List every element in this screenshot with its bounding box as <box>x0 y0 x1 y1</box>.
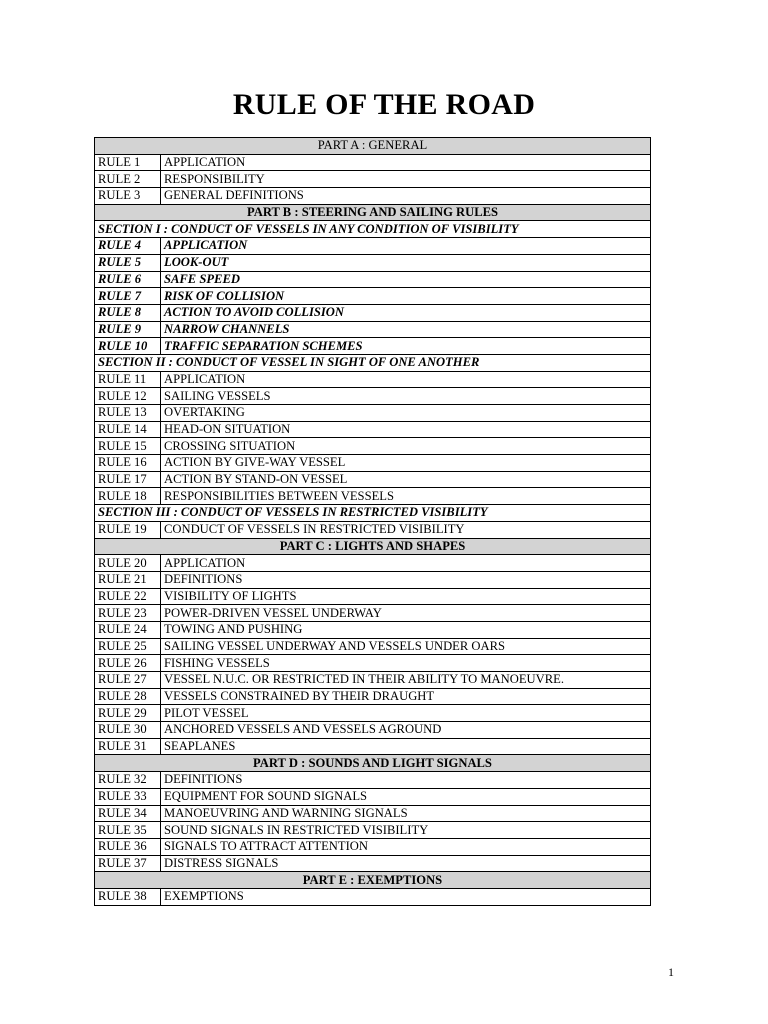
rule-number: RULE 6 <box>95 271 161 288</box>
rule-number: RULE 32 <box>95 772 161 789</box>
rule-number: RULE 4 <box>95 238 161 255</box>
rule-number: RULE 35 <box>95 822 161 839</box>
rule-row <box>95 605 651 622</box>
rule-row <box>95 521 651 538</box>
rule-row <box>95 722 651 739</box>
rule-row <box>95 438 651 455</box>
rule-row <box>95 271 651 288</box>
rule-number: RULE 37 <box>95 855 161 872</box>
rule-number: RULE 9 <box>95 321 161 338</box>
rule-number: RULE 20 <box>95 555 161 572</box>
rule-number: RULE 23 <box>95 605 161 622</box>
part-header: PART E : EXEMPTIONS <box>95 872 651 889</box>
rule-name: ACTION TO AVOID COLLISION <box>161 304 651 321</box>
rules-table-body <box>95 138 651 906</box>
rule-row <box>95 571 651 588</box>
rule-row <box>95 672 651 689</box>
rule-name: SAILING VESSEL UNDERWAY AND VESSELS UNDER OARS <box>161 638 651 655</box>
rule-number: RULE 16 <box>95 455 161 472</box>
rule-number: RULE 34 <box>95 805 161 822</box>
rule-number: RULE 22 <box>95 588 161 605</box>
section-header-row <box>95 505 651 522</box>
rule-number: RULE 12 <box>95 388 161 405</box>
rule-number: RULE 33 <box>95 788 161 805</box>
rule-row <box>95 555 651 572</box>
part-header-row <box>95 755 651 772</box>
rule-number: RULE 27 <box>95 672 161 689</box>
rule-row <box>95 171 651 188</box>
rule-number: RULE 38 <box>95 888 161 905</box>
rule-number: RULE 30 <box>95 722 161 739</box>
section-header: SECTION III : CONDUCT OF VESSELS IN RESTRICTED VISIBILITY <box>95 505 651 522</box>
rule-row <box>95 405 651 422</box>
rule-name: CROSSING SITUATION <box>161 438 651 455</box>
rule-row <box>95 888 651 905</box>
rule-row <box>95 788 651 805</box>
rule-number: RULE 11 <box>95 371 161 388</box>
part-header-row <box>95 872 651 889</box>
rule-row <box>95 738 651 755</box>
rule-name: ANCHORED VESSELS AND VESSELS AGROUND <box>161 722 651 739</box>
rule-name: TOWING AND PUSHING <box>161 621 651 638</box>
rule-number: RULE 10 <box>95 338 161 355</box>
rule-name: PILOT VESSEL <box>161 705 651 722</box>
rule-row <box>95 638 651 655</box>
rule-number: RULE 31 <box>95 738 161 755</box>
rule-name: SIGNALS TO ATTRACT ATTENTION <box>161 838 651 855</box>
rule-row <box>95 188 651 205</box>
rule-number: RULE 18 <box>95 488 161 505</box>
rule-name: SAILING VESSELS <box>161 388 651 405</box>
rule-number: RULE 29 <box>95 705 161 722</box>
rule-number: RULE 36 <box>95 838 161 855</box>
rule-name: NARROW CHANNELS <box>161 321 651 338</box>
rule-row <box>95 772 651 789</box>
part-header: PART C : LIGHTS AND SHAPES <box>95 538 651 555</box>
page-number: 1 <box>668 965 674 979</box>
rule-name: APPLICATION <box>161 154 651 171</box>
section-header-row <box>95 354 651 371</box>
rule-name: ACTION BY STAND-ON VESSEL <box>161 471 651 488</box>
rule-row <box>95 705 651 722</box>
rule-number: RULE 21 <box>95 571 161 588</box>
rule-row <box>95 304 651 321</box>
rule-number: RULE 24 <box>95 621 161 638</box>
rule-name: VESSELS CONSTRAINED BY THEIR DRAUGHT <box>161 688 651 705</box>
rule-row <box>95 822 651 839</box>
rule-row <box>95 371 651 388</box>
rule-number: RULE 5 <box>95 254 161 271</box>
rule-number: RULE 28 <box>95 688 161 705</box>
part-header: PART A : GENERAL <box>95 138 651 155</box>
rule-number: RULE 19 <box>95 521 161 538</box>
rule-number: RULE 3 <box>95 188 161 205</box>
rule-name: SEAPLANES <box>161 738 651 755</box>
part-header-row <box>95 538 651 555</box>
rule-number: RULE 2 <box>95 171 161 188</box>
part-header: PART D : SOUNDS AND LIGHT SIGNALS <box>95 755 651 772</box>
rule-number: RULE 1 <box>95 154 161 171</box>
rule-name: APPLICATION <box>161 238 651 255</box>
rule-name: GENERAL DEFINITIONS <box>161 188 651 205</box>
rule-row <box>95 855 651 872</box>
rule-number: RULE 17 <box>95 471 161 488</box>
rule-name: SOUND SIGNALS IN RESTRICTED VISIBILITY <box>161 822 651 839</box>
rule-name: MANOEUVRING AND WARNING SIGNALS <box>161 805 651 822</box>
part-header: PART B : STEERING AND SAILING RULES <box>95 204 651 221</box>
rule-name: APPLICATION <box>161 555 651 572</box>
document-title: RULE OF THE ROAD <box>232 88 536 121</box>
rule-number: RULE 26 <box>95 655 161 672</box>
rule-row <box>95 338 651 355</box>
rule-name: TRAFFIC SEPARATION SCHEMES <box>161 338 651 355</box>
rule-name: RESPONSIBILITIES BETWEEN VESSELS <box>161 488 651 505</box>
rule-row <box>95 838 651 855</box>
part-header-row <box>95 138 651 155</box>
rule-name: ACTION BY GIVE-WAY VESSEL <box>161 455 651 472</box>
rule-row <box>95 254 651 271</box>
rule-name: DISTRESS SIGNALS <box>161 855 651 872</box>
rule-name: RESPONSIBILITY <box>161 171 651 188</box>
rule-row <box>95 421 651 438</box>
rule-number: RULE 8 <box>95 304 161 321</box>
rule-row <box>95 321 651 338</box>
rule-name: DEFINITIONS <box>161 571 651 588</box>
section-header: SECTION I : CONDUCT OF VESSELS IN ANY CONDITION OF VISIBILITY <box>95 221 651 238</box>
rules-table <box>94 137 651 906</box>
rule-row <box>95 388 651 405</box>
rule-name: VESSEL N.U.C. OR RESTRICTED IN THEIR ABILITY TO MANOEUVRE. <box>161 672 651 689</box>
rule-name: LOOK-OUT <box>161 254 651 271</box>
rule-name: EQUIPMENT FOR SOUND SIGNALS <box>161 788 651 805</box>
part-header-row <box>95 204 651 221</box>
rule-row <box>95 621 651 638</box>
rule-name: FISHING VESSELS <box>161 655 651 672</box>
rule-row <box>95 488 651 505</box>
rule-name: EXEMPTIONS <box>161 888 651 905</box>
rule-name: HEAD-ON SITUATION <box>161 421 651 438</box>
rule-row <box>95 288 651 305</box>
section-header-row <box>95 221 651 238</box>
rule-name: VISIBILITY OF LIGHTS <box>161 588 651 605</box>
rule-row <box>95 238 651 255</box>
rule-row <box>95 455 651 472</box>
rule-name: DEFINITIONS <box>161 772 651 789</box>
rule-number: RULE 7 <box>95 288 161 305</box>
rule-name: CONDUCT OF VESSELS IN RESTRICTED VISIBILITY <box>161 521 651 538</box>
rule-name: RISK OF COLLISION <box>161 288 651 305</box>
rule-number: RULE 14 <box>95 421 161 438</box>
rule-name: SAFE SPEED <box>161 271 651 288</box>
rule-row <box>95 154 651 171</box>
rule-number: RULE 13 <box>95 405 161 422</box>
rule-row <box>95 588 651 605</box>
section-header: SECTION II : CONDUCT OF VESSEL IN SIGHT OF ONE ANOTHER <box>95 354 651 371</box>
rule-name: POWER-DRIVEN VESSEL UNDERWAY <box>161 605 651 622</box>
rule-row <box>95 805 651 822</box>
rule-row <box>95 655 651 672</box>
rule-number: RULE 15 <box>95 438 161 455</box>
rule-row <box>95 688 651 705</box>
rule-name: OVERTAKING <box>161 405 651 422</box>
rule-number: RULE 25 <box>95 638 161 655</box>
rule-name: APPLICATION <box>161 371 651 388</box>
rule-row <box>95 471 651 488</box>
